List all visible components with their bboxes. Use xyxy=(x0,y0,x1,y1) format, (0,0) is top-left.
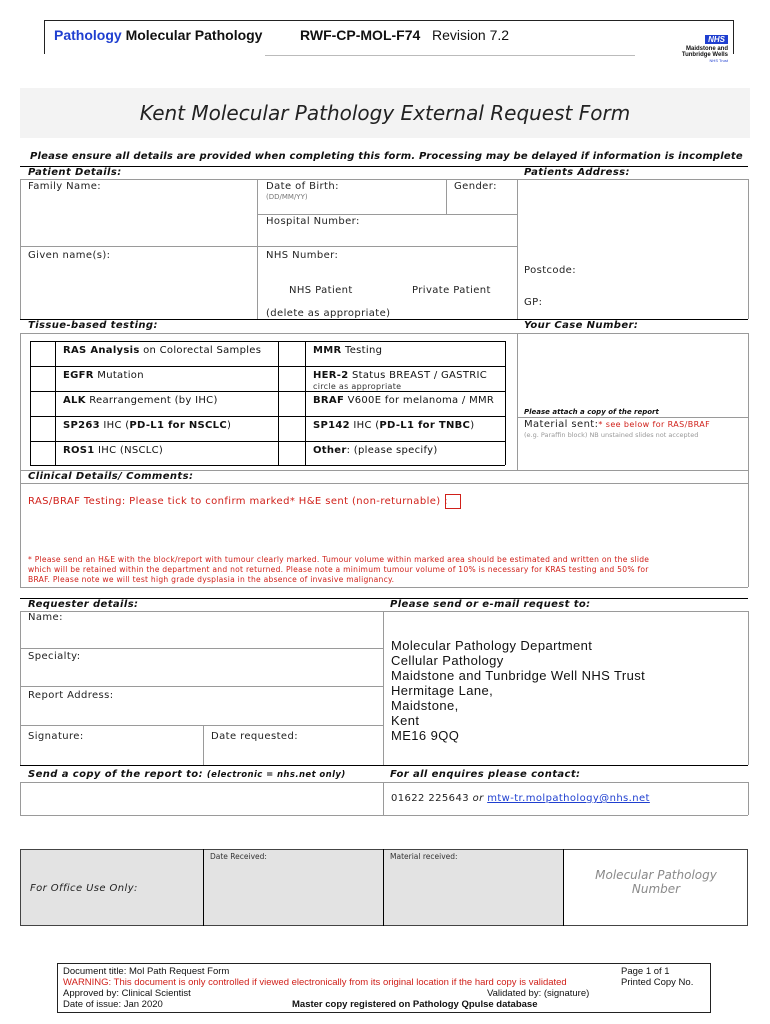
rule xyxy=(446,179,447,214)
rule xyxy=(20,611,748,612)
test-ros1-rest: IHC (NSCLC) xyxy=(94,445,164,456)
test-ras-analysis-bold: RAS Analysis xyxy=(63,345,140,356)
signature-field[interactable]: Signature: xyxy=(28,731,84,742)
test-sp263 xyxy=(63,420,231,431)
rule xyxy=(305,341,306,465)
patients-address-heading: Patients Address: xyxy=(524,167,630,178)
egfr-checkbox[interactable] xyxy=(31,367,55,391)
test-sp263-rest: IHC ( xyxy=(99,420,130,431)
rule xyxy=(20,765,748,766)
contact-line xyxy=(391,793,650,804)
test-other-rest: : (please specify) xyxy=(346,445,438,456)
test-sp263-rest2: ) xyxy=(226,420,232,431)
contact-or: or xyxy=(472,793,484,804)
test-her2 xyxy=(313,370,487,381)
report-address-field[interactable]: Report Address: xyxy=(28,690,114,701)
copy-report-heading xyxy=(28,769,346,780)
rule xyxy=(20,815,748,816)
test-other xyxy=(313,445,438,456)
her2-checkbox[interactable] xyxy=(279,367,305,391)
rule xyxy=(517,417,748,418)
nhs-logo-line3: NHS Trust xyxy=(709,58,728,63)
nhs-logo xyxy=(672,27,728,63)
rule xyxy=(505,341,506,465)
copy-report-hint: (electronic = nhs.net only) xyxy=(206,770,346,780)
date-requested-field[interactable]: Date requested: xyxy=(211,731,298,742)
test-sp142-bold: SP142 xyxy=(313,420,350,431)
mol-number-line2: Number xyxy=(631,882,681,896)
rule xyxy=(20,483,748,484)
rule xyxy=(30,366,505,367)
sp263-checkbox[interactable] xyxy=(31,417,55,441)
case-number-field[interactable] xyxy=(518,334,748,404)
family-name-field[interactable]: Family Name: xyxy=(28,181,102,192)
test-ras-analysis-rest: on Colorectal Samples xyxy=(139,345,262,356)
mmr-checkbox[interactable] xyxy=(279,342,305,366)
test-alk xyxy=(63,395,218,406)
test-alk-rest: Rearrangement (by IHC) xyxy=(85,395,218,406)
footer-date-issue: Date of issue: Jan 2020 xyxy=(63,999,163,1010)
rule xyxy=(748,782,749,815)
rule xyxy=(20,686,383,687)
private-patient-option[interactable]: Private Patient xyxy=(412,285,491,296)
alk-checkbox[interactable] xyxy=(31,392,55,416)
test-sp263-bold: SP263 xyxy=(63,420,100,431)
contact-phone: 01622 225643 xyxy=(391,793,469,804)
footer-doc-title: Document title: Mol Path Request Form xyxy=(63,966,230,977)
footer-approved: Approved by: Clinical Scientist xyxy=(63,988,191,999)
lab-address-line-6: Kent xyxy=(391,713,420,728)
footer-validated: Validated by: (signature) xyxy=(487,988,590,999)
patient-details-heading: Patient Details: xyxy=(28,167,122,178)
footer-warning: WARNING: This document is only controlled if viewed electronically from its original location if the hard copy is validated xyxy=(63,977,567,988)
rule xyxy=(55,341,56,465)
dob-field[interactable]: Date of Birth: xyxy=(266,181,339,192)
test-ras-analysis xyxy=(63,345,261,356)
rule xyxy=(20,246,517,247)
test-braf-bold: BRAF xyxy=(313,395,345,406)
material-hint: (e.g. Paraffin block) NB unstained slides not accepted xyxy=(524,431,699,439)
rule xyxy=(383,849,384,926)
attach-note: Please attach a copy of the report xyxy=(524,408,659,416)
rule xyxy=(20,333,21,470)
send-to-heading: Please send or e-mail request to: xyxy=(390,599,591,610)
header-underline xyxy=(265,55,635,56)
rule xyxy=(30,341,505,342)
clinical-note-line3: BRAF. Please note we will test high grade dysplasia in the absence of invasive malignancy. xyxy=(28,575,395,584)
rule xyxy=(20,611,21,765)
footer-master-copy: Master copy registered on Pathology Qpulse database xyxy=(292,999,538,1010)
rule xyxy=(20,179,748,180)
rule xyxy=(517,179,518,319)
clinical-details-field[interactable] xyxy=(21,513,748,553)
rule xyxy=(203,725,204,765)
ras-braf-confirm-text: RAS/BRAF Testing: Please tick to confirm marked* H&E sent (non-returnable) : xyxy=(28,496,448,507)
nhs-logo-line2: Tunbridge Wells xyxy=(681,52,728,58)
test-egfr-rest: Mutation xyxy=(93,370,144,381)
copy-report-label: Send a copy of the report to: xyxy=(28,769,203,780)
clinical-note-line2: which will be retained within the department and not returned. Please note a minimum tumour volume of 10% is necessary for KRAS testing and 50% for xyxy=(28,565,649,574)
material-sent-field[interactable] xyxy=(524,419,710,430)
lab-address-line-3: Maidstone and Tunbridge Well NHS Trust xyxy=(391,668,646,683)
date-received-field[interactable]: Date Received: xyxy=(210,852,267,861)
test-alk-bold: ALK xyxy=(63,395,86,406)
rule xyxy=(257,179,258,319)
test-her2-bold: HER-2 xyxy=(313,370,349,381)
rule xyxy=(748,611,749,765)
requester-heading: Requester details: xyxy=(28,599,139,610)
material-sent-label: Material sent: xyxy=(524,419,599,430)
test-sp142 xyxy=(313,420,474,431)
test-mmr-rest: Testing xyxy=(341,345,383,356)
nhs-patient-option[interactable]: NHS Patient xyxy=(289,285,353,296)
header-dept xyxy=(54,27,262,43)
page-title: Kent Molecular Pathology External Request Form xyxy=(139,101,631,125)
ras-analysis-checkbox[interactable] xyxy=(31,342,55,366)
material-received-field[interactable]: Material received: xyxy=(390,852,458,861)
rule xyxy=(30,441,505,442)
sp142-checkbox[interactable] xyxy=(279,417,305,441)
header-revision: Revision 7.2 xyxy=(432,27,510,43)
test-ros1 xyxy=(63,445,163,456)
header-dept-black: Molecular Pathology xyxy=(125,27,263,43)
material-sent-red: * see below for RAS/BRAF xyxy=(598,420,711,429)
rule xyxy=(30,416,505,417)
test-sp142-bold2: PD-L1 for TNBC xyxy=(379,420,471,431)
test-egfr-bold: EGFR xyxy=(63,370,94,381)
clinical-note-line1: * Please send an H&E with the block/report with tumour clearly marked. Tumour volume within marked area should be estimated and written on the slide xyxy=(28,555,650,564)
mol-number-line1: Molecular Pathology xyxy=(595,868,717,882)
header-dept-blue: Pathology xyxy=(54,27,122,43)
delete-note: (delete as appropriate) xyxy=(266,308,391,319)
rule xyxy=(20,587,748,588)
clinical-details-heading: Clinical Details/ Comments: xyxy=(28,471,194,482)
test-mmr-bold: MMR xyxy=(313,345,342,356)
rule xyxy=(30,465,505,466)
given-names-field[interactable]: Given name(s): xyxy=(28,250,111,261)
gender-field[interactable]: Gender: xyxy=(454,181,497,192)
rule xyxy=(20,166,748,167)
he-sent-checkbox[interactable] xyxy=(445,494,461,509)
rule xyxy=(30,391,505,392)
braf-checkbox[interactable] xyxy=(279,392,305,416)
rule xyxy=(257,214,517,215)
rule xyxy=(383,782,384,815)
enquiries-heading: For all enquires please contact: xyxy=(390,769,581,780)
test-ros1-bold: ROS1 xyxy=(63,445,95,456)
nhs-logo-badge: NHS xyxy=(705,35,728,44)
rule xyxy=(748,470,749,587)
tissue-testing-heading: Tissue-based testing: xyxy=(28,320,158,331)
specialty-field[interactable]: Specialty: xyxy=(28,651,81,662)
test-sp142-rest: IHC ( xyxy=(349,420,380,431)
office-use-label: For Office Use Only: xyxy=(30,883,138,894)
requester-name-field[interactable]: Name: xyxy=(28,612,63,623)
lab-address-line-1: Molecular Pathology Department xyxy=(391,638,593,653)
lab-address-line-2: Cellular Pathology xyxy=(391,653,504,668)
rule xyxy=(20,648,383,649)
test-her2-rest: Status BREAST / GASTRIC xyxy=(348,370,488,381)
test-other-bold: Other xyxy=(313,445,347,456)
contact-email-link[interactable]: mtw-tr.molpathology@nhs.net xyxy=(487,793,650,804)
footer-page: Page 1 of 1 xyxy=(621,966,670,977)
lab-address-line-7: ME16 9QQ xyxy=(391,728,460,743)
lab-address-line-4: Hermitage Lane, xyxy=(391,683,494,698)
instruction-text: Please ensure all details are provided when completing this form. Processing may be delayed if information is incomplete xyxy=(30,151,743,162)
nhs-logo-line1: Maidstone and xyxy=(685,46,728,52)
rule xyxy=(383,611,384,765)
footer-printed-copy: Printed Copy No. xyxy=(621,977,694,988)
test-braf xyxy=(313,395,494,406)
other-checkbox[interactable] xyxy=(279,442,305,465)
rule xyxy=(748,179,749,319)
dob-hint: (DD/MM/YY) xyxy=(266,193,308,201)
hospital-number-field[interactable]: Hospital Number: xyxy=(266,216,360,227)
rule xyxy=(203,849,204,926)
her2-sub-note: circle as appropriate xyxy=(313,382,402,391)
gp-field[interactable]: GP: xyxy=(524,297,543,308)
test-egfr xyxy=(63,370,144,381)
test-braf-rest: V600E for melanoma / MMR xyxy=(344,395,495,406)
copy-report-field[interactable] xyxy=(21,783,383,815)
test-sp263-bold2: PD-L1 for NSCLC xyxy=(129,420,227,431)
header-doc-code: RWF-CP-MOL-F74 xyxy=(300,27,421,43)
test-mmr xyxy=(313,345,382,356)
ros1-checkbox[interactable] xyxy=(31,442,55,465)
case-number-heading: Your Case Number: xyxy=(524,320,639,331)
rule xyxy=(20,725,383,726)
lab-address-line-5: Maidstone, xyxy=(391,698,459,713)
postcode-field[interactable]: Postcode: xyxy=(524,265,577,276)
rule xyxy=(20,179,21,319)
nhs-number-field[interactable]: NHS Number: xyxy=(266,250,339,261)
rule xyxy=(748,333,749,470)
test-sp142-rest2: ) xyxy=(470,420,475,431)
